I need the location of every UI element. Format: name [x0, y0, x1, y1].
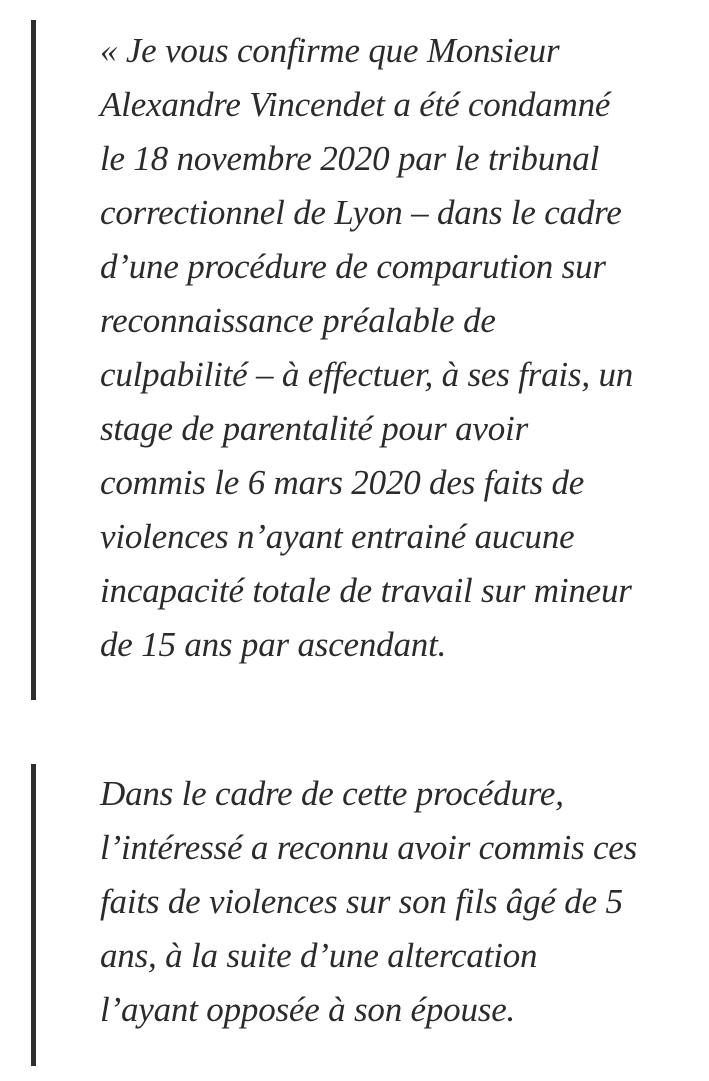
quote-line: Dans le cadre de cette procédure,	[100, 774, 564, 813]
quote-line: culpabilité – à effectuer, à ses frais, un	[100, 355, 634, 394]
quote-line: faits de violences sur son fils âgé de 5	[100, 882, 623, 921]
quote-line: reconnaissance préalable de	[100, 301, 496, 340]
quote-line: stage de parentalité pour avoir	[100, 409, 529, 448]
quote-line: commis le 6 mars 2020 des faits de	[100, 463, 585, 502]
blockquote-2	[31, 764, 701, 1066]
quote-line: le 18 novembre 2020 par le tribunal	[100, 139, 600, 178]
quote-line: d’une procédure de comparution sur	[100, 247, 606, 286]
blockquote-1	[31, 20, 701, 700]
quote-line: l’intéressé a reconnu avoir commis ces	[100, 828, 638, 867]
quote-paragraph-1	[36, 20, 701, 672]
quote-line: « Je vous confirme que Monsieur	[100, 31, 560, 70]
quote-line: violences n’ayant entrainé aucune	[100, 517, 575, 556]
quote-line: Alexandre Vincendet a été condamné	[100, 85, 611, 124]
quote-line: l’ayant opposée à son épouse.	[100, 990, 516, 1029]
quote-line: de 15 ans par ascendant.	[100, 625, 447, 664]
quote-paragraph-2	[36, 764, 701, 1037]
quote-line: ans, à la suite d’une altercation	[100, 936, 538, 975]
quote-line: incapacité totale de travail sur mineur	[100, 571, 632, 610]
quote-line: correctionnel de Lyon – dans le cadre	[100, 193, 622, 232]
